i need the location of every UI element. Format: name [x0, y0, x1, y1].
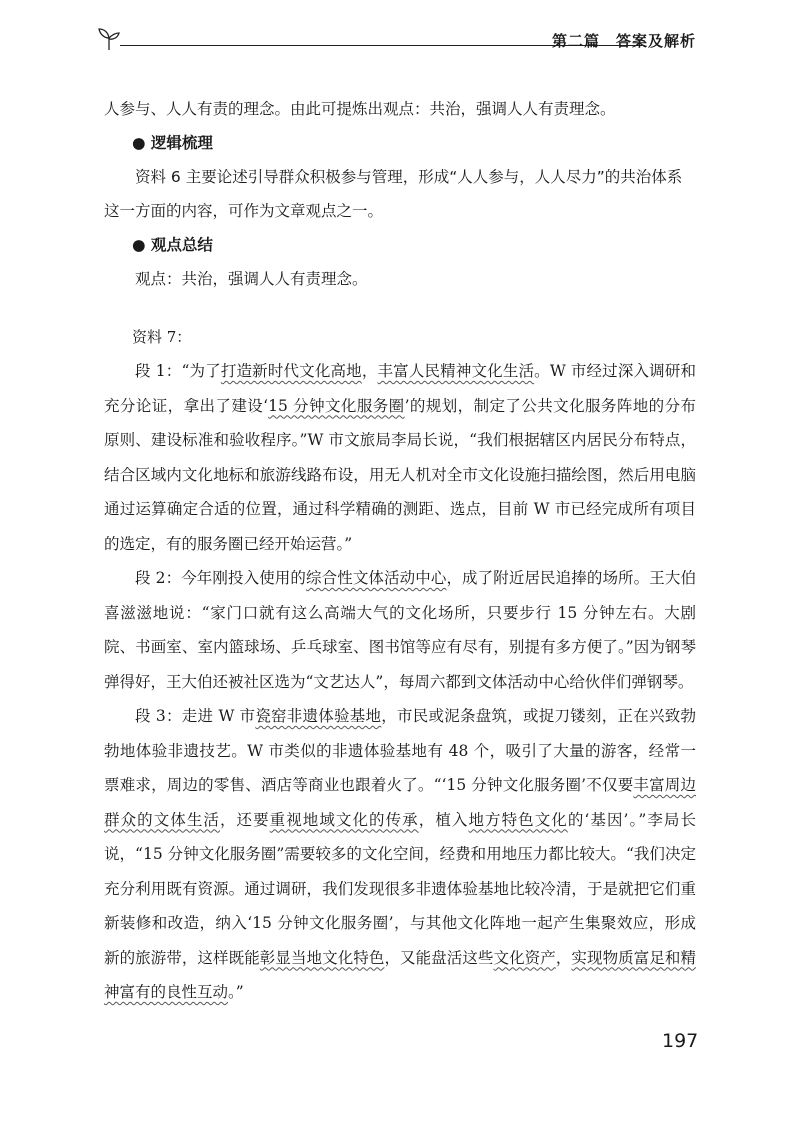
p1-underline-1: 打造新时代文化高地 — [220, 362, 362, 380]
p1-text-3: 。W 市经过深入调研和充分论证，拿出了建设‘ — [104, 362, 696, 415]
p3-underline-6: 文化资产 — [493, 948, 556, 967]
summary-heading-text: 观点总结 — [150, 236, 213, 254]
p3-text-8: 。” — [228, 983, 244, 1001]
p1-underline-2: 丰富人民精神文化生活 — [377, 362, 535, 380]
p2-text-1: 段 2：今年刚投入使用的 — [135, 569, 307, 587]
section-title: 第二篇 答案及解析 — [551, 32, 696, 50]
logic-heading: ● 逻辑梳理 — [132, 134, 213, 152]
p3-text-7: ， — [555, 948, 572, 967]
p3-text-5: 的‘基因’。”李局长说，“15 分钟文化服务圈”需要较多的文化空间，经费和用地压力都比较大。“我们决定充分利用既有资源。通过调研，我们发现很多非遗体验基地比较冷清，于是就把它们重新装修和改造，纳入‘15 分钟文化服务圈’，与其他文化阵地一起产生集聚效应，形成新的旅游带，这样既能 — [104, 810, 696, 967]
p2-text-2: ，成了附近居民追捧的场所。王大伯喜滋滋地说：“家门口就有这么高端大气的文化场所，只要步行 15 分钟左右。大剧院、书画室、室内篮球场、乒乓球室、图书馆等应有尽有，别提有多方便了。”因为钢琴弹得好，王大伯还被社区选为“文艺达人”，每周六都到文体活动中心给伙伴们弹钢琴。 — [104, 569, 696, 691]
p1-text-2: ， — [361, 362, 378, 380]
p3-underline-5: 彰显当地文化特色 — [259, 948, 385, 967]
p3-text-1: 段 3：走进 W 市 — [135, 707, 256, 725]
material-label: 资料 7： — [132, 328, 192, 346]
logic-text: 资料 6 主要论述引导群众积极参与管理，形成“人人参与，人人尽力”的共治体系这一方面的内容，可作为文章观点之一。 — [104, 168, 683, 220]
paragraph-2 — [104, 561, 696, 699]
p3-underline-7: 实现物质富足和精神富有的良性互动 — [104, 948, 696, 1001]
p1-text-1: 段 1：“为了 — [135, 362, 221, 380]
p3-underline-2: 丰富周边群众的文体生活 — [104, 776, 696, 829]
p3-text-3: ，还要 — [219, 810, 270, 829]
summary-text: 观点：共治，强调人人有责理念。 — [135, 270, 368, 288]
p2-underline-1: 综合性文体活动中心 — [306, 569, 447, 587]
p1-underline-3: 15 分钟文化服务圈 — [268, 396, 405, 415]
p3-underline-3: 重视地域文化的传承 — [269, 810, 419, 829]
continuation-text: 人参与、人人有责的理念。由此可提炼出观点：共治，强调人人有责理念。 — [104, 100, 616, 118]
p3-text-2: ，市民或泥条盘筑，或捉刀镂刻，正在兴致勃勃地体验非遗技艺。W 市类似的非遗体验基地有 48 个，吸引了大量的游客，经常一票难求，周边的零售、酒店等商业也跟着火了。“‘15 分钟文化服务圈’不仅要 — [104, 707, 696, 794]
logic-heading-text: 逻辑梳理 — [150, 134, 213, 152]
sprout-icon — [96, 26, 122, 52]
p1-text-4: ’的规划，制定了公共文化服务阵地的分布原则、建设标准和验收程序。”W 市文旅局李局长说，“我们根据辖区内居民分布特点，结合区域内文化地标和旅游线路布设，用无人机对全市文化设施扫描绘图，然后用电脑通过运算确定合适的位置，通过科学精确的测距、选点，目前 W 市已经完成所有项目的选定，有的服务圈已经开始运营。” — [104, 396, 696, 553]
p3-text-4: ，植入 — [418, 810, 469, 829]
page-header — [96, 26, 696, 66]
page-content — [104, 92, 696, 1010]
paragraph-1 — [104, 354, 696, 561]
page-number: 197 — [662, 1030, 699, 1052]
paragraph-3 — [104, 699, 696, 1010]
p3-underline-1: 瓷窑非遗体验基地 — [255, 707, 382, 725]
p3-text-6: ，又能盘活这些 — [384, 948, 494, 967]
p3-underline-4: 地方特色文化 — [468, 810, 568, 829]
summary-heading: ● 观点总结 — [132, 236, 213, 254]
